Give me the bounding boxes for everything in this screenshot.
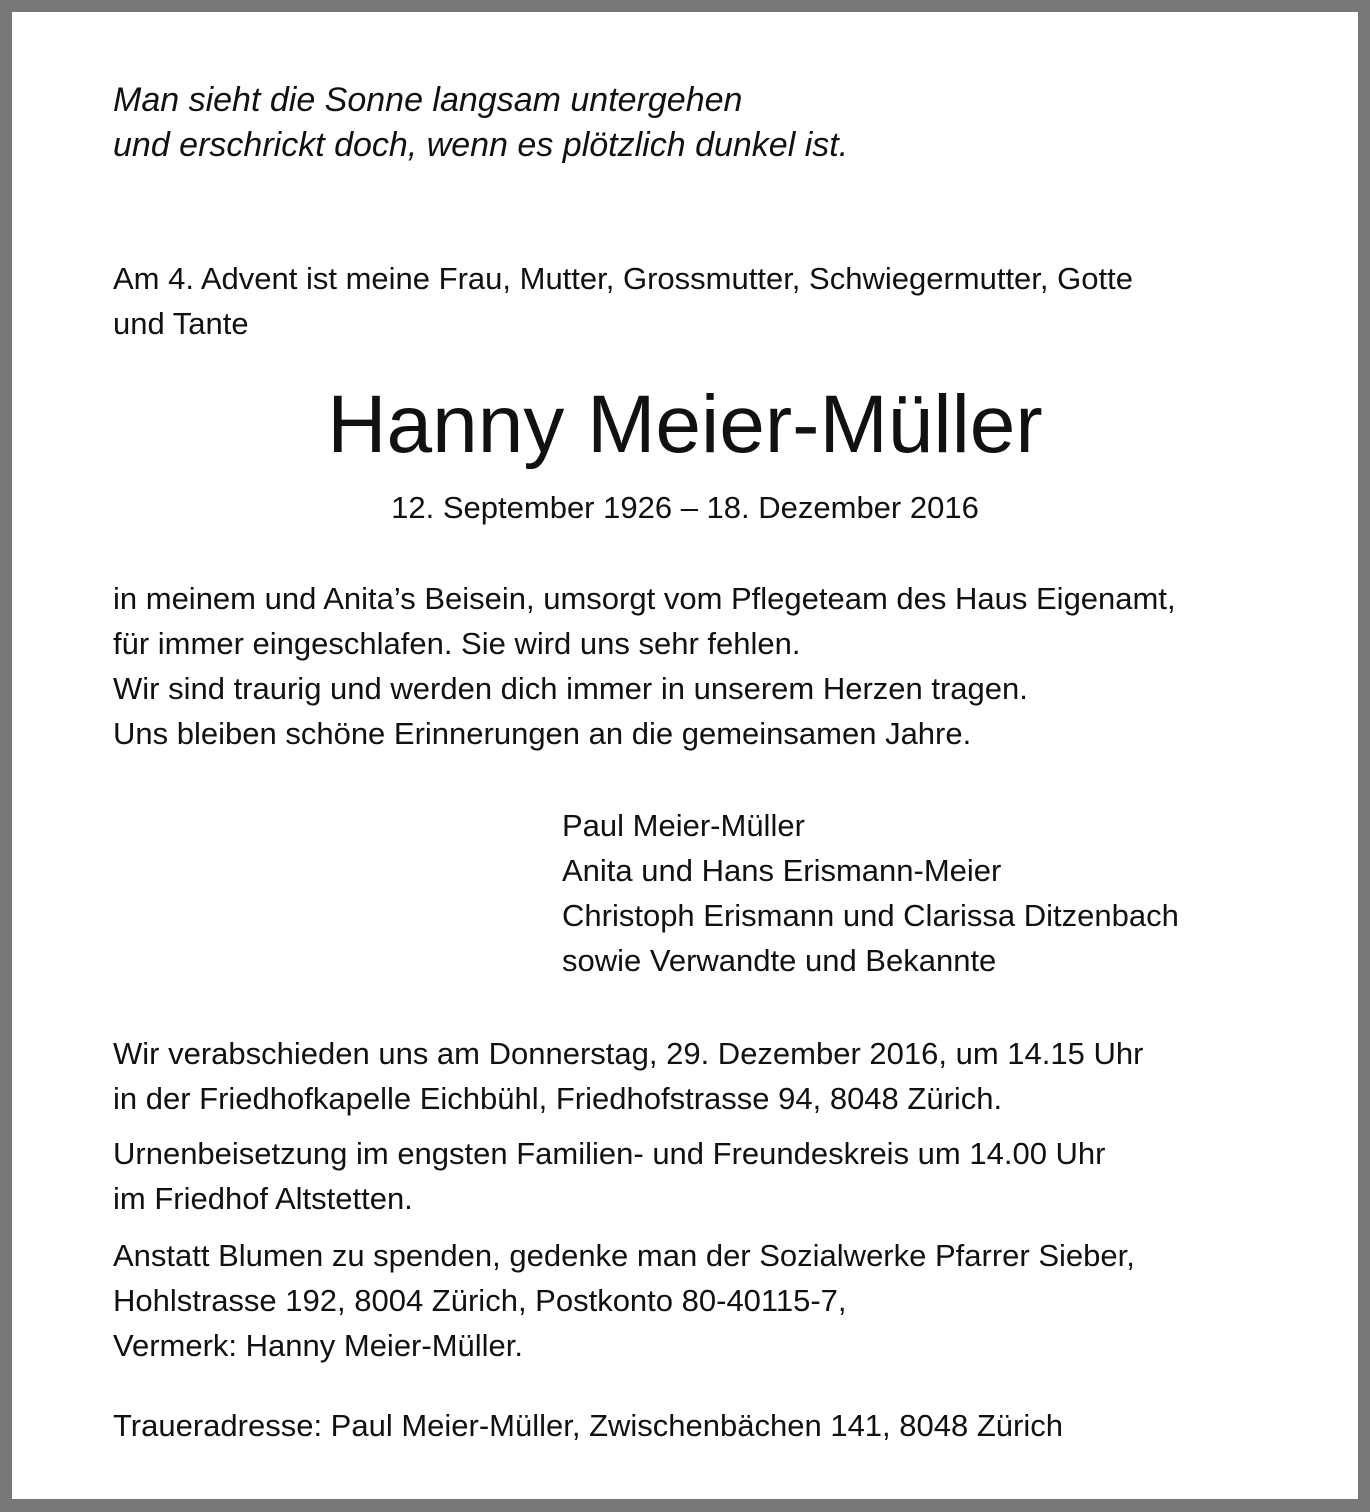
quote-line: und erschrickt doch, wenn es plötzlich dunkel ist. [113,126,849,164]
body-text [113,576,1176,756]
farewell-line: Wir verabschieden uns am Donnerstag, 29. Dezember 2016, um 14.15 Uhr [113,1036,1144,1071]
donation-line: Vermerk: Hanny Meier-Müller. [113,1328,524,1363]
urn-burial-info [113,1131,1106,1221]
intro-line: und Tante [113,306,249,341]
body-line: in meinem und Anita’s Beisein, umsorgt vom Pflegeteam des Haus Eigenamt, [113,581,1176,616]
urn-line: im Friedhof Altstetten. [113,1181,413,1216]
body-line: Wir sind traurig und werden dich immer in unserem Herzen tragen. [113,671,1028,706]
intro-line: Am 4. Advent ist meine Frau, Mutter, Grossmutter, Schwiegermutter, Gotte [113,261,1133,296]
mourner: Anita und Hans Erismann-Meier [562,853,1002,888]
mourner: Christoph Erismann und Clarissa Ditzenbach [562,898,1179,933]
farewell-line: in der Friedhofkapelle Eichbühl, Friedhofstrasse 94, 8048 Zürich. [113,1081,1003,1116]
mourners-list [562,803,1179,983]
donation-line: Anstatt Blumen zu spenden, gedenke man der Sozialwerke Pfarrer Sieber, [113,1238,1135,1273]
quote-line: Man sieht die Sonne langsam untergehen [113,81,743,119]
intro-text [113,256,1133,346]
donation-info [113,1233,1135,1368]
obituary-notice [12,12,1358,1499]
body-line: Uns bleiben schöne Erinnerungen an die gemeinsamen Jahre. [113,716,972,751]
mourner: sowie Verwandte und Bekannte [562,943,997,978]
farewell-info [113,1031,1143,1121]
address-line: Traueradresse: Paul Meier-Müller, Zwischenbächen 141, 8048 Zürich [113,1408,1063,1443]
donation-line: Hohlstrasse 192, 8004 Zürich, Postkonto 80-40115-7, [113,1283,847,1318]
deceased-name: Hanny Meier-Müller [327,379,1043,470]
quote [113,76,848,166]
urn-line: Urnenbeisetzung im engsten Familien- und Freundeskreis um 14.00 Uhr [113,1136,1106,1171]
mourning-address [113,1403,1063,1448]
body-line: für immer eingeschlafen. Sie wird uns sehr fehlen. [113,626,801,661]
mourner: Paul Meier-Müller [562,808,805,843]
life-dates: 12. September 1926 – 18. Dezember 2016 [391,490,979,525]
